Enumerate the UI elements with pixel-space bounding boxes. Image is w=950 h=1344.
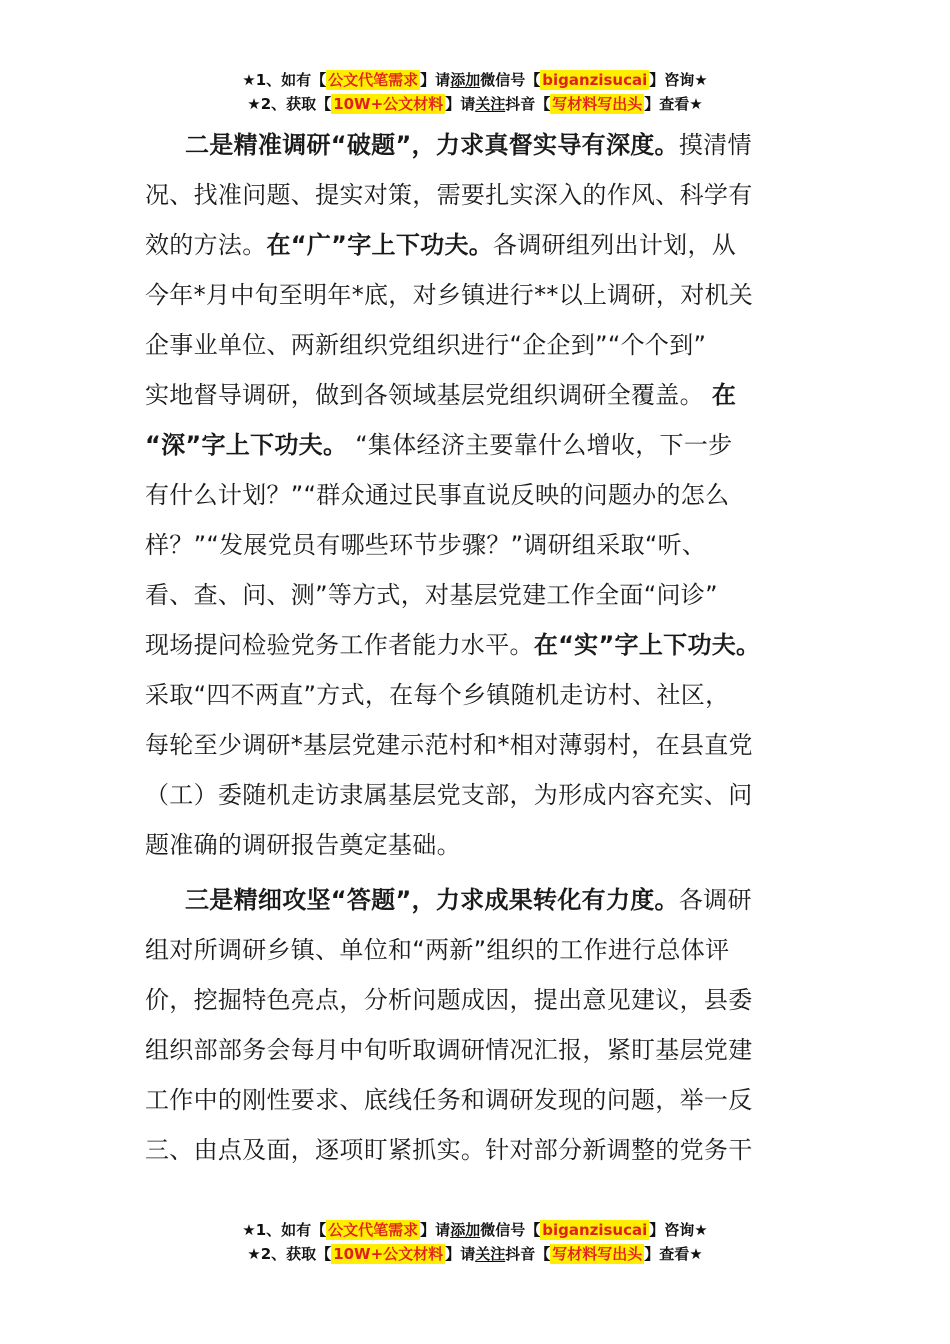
text-line: 看、查、问、测”等方式，对基层党建工作全面“问诊”: [145, 581, 718, 609]
text-line: 三、由点及面，逐项盯紧抓实。针对部分新调整的党务干: [145, 1136, 753, 1164]
banner-highlight: 公文代笔需求: [328, 1221, 419, 1239]
banner-line-2: [0, 1242, 950, 1266]
text-line: [145, 120, 815, 170]
banner-highlight: 10W+公文材料: [333, 95, 444, 113]
text-run: 各调研: [678, 886, 752, 914]
banner-text: 】请: [445, 95, 476, 113]
text-line: [145, 620, 815, 670]
text-line: 题准确的调研报告奠定基础。: [145, 831, 461, 859]
banner-highlight-wechat: biganzisucai: [542, 1221, 648, 1239]
banner-underlined: 添加: [450, 1221, 481, 1239]
banner-line-1: [0, 68, 950, 92]
text-run: 现场提问检验党务工作者能力水平。: [145, 631, 534, 659]
banner-line-2: [0, 92, 950, 116]
top-banner: [0, 68, 950, 116]
text-run: 摸清情: [678, 131, 752, 159]
banner-text: 】请: [420, 71, 451, 89]
bold-heading: 在“广”字上下功夫。: [266, 231, 494, 259]
banner-text: ★2、获取【: [247, 1245, 332, 1263]
banner-text: ★1、如有【: [242, 71, 327, 89]
bold-heading: 二是精准调研“破题”，力求真督实导有深度。: [185, 131, 679, 159]
text-line: 样？”“发展党员有哪些环节步骤？”调研组采取“听、: [145, 531, 707, 559]
banner-text: 】请: [420, 1221, 451, 1239]
banner-highlight: 公文代笔需求: [328, 71, 419, 89]
text-line: 组织部部务会每月中旬听取调研情况汇报，紧盯基层党建: [145, 1036, 753, 1064]
bottom-banner: [0, 1218, 950, 1266]
text-run: 实地督导调研，做到各领域基层党组织调研全覆盖。: [145, 381, 704, 409]
text-line: [145, 875, 815, 925]
banner-text: 】查看★: [644, 95, 703, 113]
paragraph-2: [145, 875, 815, 1175]
banner-underlined: 添加: [450, 71, 481, 89]
banner-text: 】请: [445, 1245, 476, 1263]
banner-text: 微信号【: [480, 1221, 541, 1239]
text-line: 况、找准问题、提实对策，需要扎实深入的作风、科学有: [145, 181, 753, 209]
banner-highlight-wechat: biganzisucai: [542, 71, 648, 89]
text-line: 组对所调研乡镇、单位和“两新”组织的工作进行总体评: [145, 936, 730, 964]
text-run: 各调研组列出计划，从: [493, 231, 737, 259]
bold-heading: “深”字上下功夫。: [145, 431, 348, 459]
banner-text: 】咨询★: [649, 1221, 708, 1239]
text-run: 效的方法。: [145, 231, 267, 259]
banner-text: ★2、获取【: [247, 95, 332, 113]
banner-underlined: 关注: [475, 95, 506, 113]
banner-text: ★1、如有【: [242, 1221, 327, 1239]
text-line: 采取“四不两直”方式，在每个乡镇随机走访村、社区，: [145, 681, 730, 709]
banner-text: 】咨询★: [649, 71, 708, 89]
bold-heading: 在: [711, 381, 737, 409]
text-line: [145, 370, 815, 420]
banner-text: 抖音【: [505, 1245, 551, 1263]
text-run: “集体经济主要靠什么增收，下一步: [355, 431, 733, 459]
banner-highlight-douyin: 写材料写出头: [552, 1245, 643, 1263]
text-line: 每轮至少调研*基层党建示范村和*相对薄弱村，在县直党: [145, 731, 753, 759]
banner-text: 抖音【: [505, 95, 551, 113]
bold-heading: 三是精细攻坚“答题”，力求成果转化有力度。: [185, 886, 679, 914]
text-line: 企事业单位、两新组织党组织进行“企企到”“个个到”: [145, 331, 707, 359]
text-line: [145, 420, 815, 470]
text-line: 工作中的刚性要求、底线任务和调研发现的问题，举一反: [145, 1086, 753, 1114]
text-line: 今年*月中旬至明年*底，对乡镇进行**以上调研，对机关: [145, 281, 754, 309]
text-line: 有什么计划？”“群众通过民事直说反映的问题办的怎么: [145, 481, 730, 509]
banner-line-1: [0, 1218, 950, 1242]
text-line: 价，挖掘特色亮点，分析问题成因，提出意见建议，县委: [145, 986, 753, 1014]
text-line: （工）委随机走访隶属基层党支部，为形成内容充实、问: [145, 781, 753, 809]
text-line: [145, 220, 815, 270]
bold-heading: 在“实”字上下功夫。: [533, 631, 761, 659]
banner-highlight-douyin: 写材料写出头: [552, 95, 643, 113]
banner-highlight: 10W+公文材料: [333, 1245, 444, 1263]
banner-underlined: 关注: [475, 1245, 506, 1263]
banner-text: 】查看★: [644, 1245, 703, 1263]
banner-text: 微信号【: [480, 71, 541, 89]
paragraph-1: [145, 120, 815, 870]
